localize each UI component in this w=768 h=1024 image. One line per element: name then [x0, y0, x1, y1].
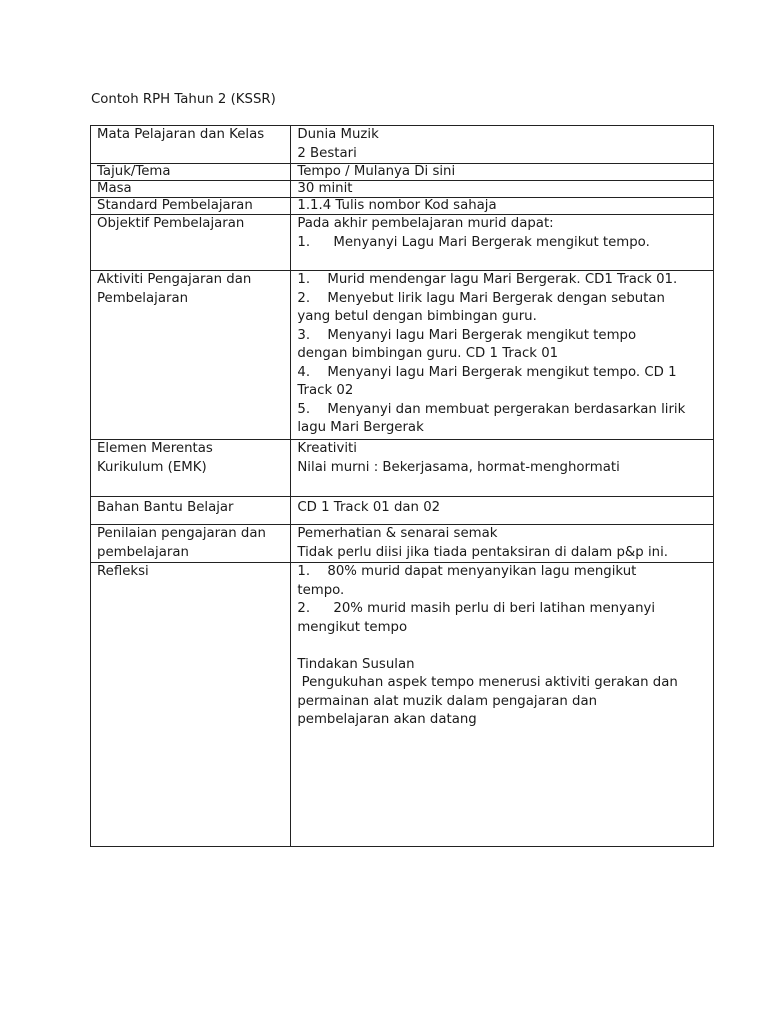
- item-number: 1.: [297, 564, 311, 579]
- item-text-continued: dengan bimbingan guru. CD 1 Track 01: [297, 346, 559, 361]
- value-text: Kreativiti: [297, 441, 357, 456]
- row-value: [291, 440, 714, 497]
- item-text-continued: yang betul dengan bimbingan guru.: [297, 309, 537, 324]
- table-row-aktiviti: [91, 271, 714, 440]
- value-text: 1.1.4 Tulis nombor Kod sahaja: [297, 198, 497, 213]
- spacer: [297, 637, 708, 656]
- item-text-continued: Track 02: [297, 383, 354, 398]
- row-value: [291, 271, 714, 440]
- label-text: Standard Pembelajaran: [97, 198, 253, 213]
- item-number: 5.: [297, 401, 311, 417]
- value-text: Tidak perlu diisi jika tiada pentaksiran di dalam p&p ini.: [297, 544, 668, 560]
- value-text: pembelajaran akan datang: [297, 712, 477, 727]
- list-item: [297, 563, 708, 582]
- item-text: 80% murid dapat menyanyikan lagu mengikut: [327, 564, 637, 579]
- item-number: 2.: [297, 290, 311, 306]
- item-text: Menyanyi lagu Mari Bergerak mengikut tempo: [327, 327, 637, 343]
- label-text: Aktiviti Pengajaran dan: [97, 272, 252, 287]
- label-text: Mata Pelajaran dan Kelas: [97, 127, 265, 142]
- table-row-objektif: [91, 215, 714, 271]
- value-text: CD 1 Track 01 dan 02: [297, 500, 441, 515]
- label-text: Tajuk/Tema: [97, 164, 171, 179]
- value-text: 30 minit: [297, 181, 353, 196]
- list-item: [297, 290, 708, 309]
- item-number: 1.: [297, 234, 311, 250]
- label-text: Objektif Pembelajaran: [97, 216, 245, 231]
- item-text: Menyanyi lagu Mari Bergerak mengikut tempo. CD 1: [327, 364, 677, 380]
- item-number: 4.: [297, 364, 311, 380]
- row-label: [91, 525, 291, 563]
- list-item: [297, 600, 708, 619]
- table-row-penilaian: [91, 525, 714, 563]
- row-value: [291, 497, 714, 525]
- list-item: [297, 364, 708, 383]
- list-item: [297, 401, 708, 420]
- item-text-continued: mengikut tempo: [297, 619, 408, 635]
- table-row-mata-pelajaran: [91, 126, 714, 164]
- row-label: [91, 215, 291, 271]
- row-label: [91, 126, 291, 164]
- row-label: [91, 198, 291, 215]
- row-label: [91, 497, 291, 525]
- value-text: permainan alat muzik dalam pengajaran dan: [297, 693, 598, 709]
- label-text: Pembelajaran: [97, 290, 189, 306]
- item-text-continued: tempo.: [297, 582, 345, 598]
- value-text: Pengukuhan aspek tempo menerusi aktiviti gerakan dan: [297, 675, 678, 690]
- row-value: [291, 164, 714, 181]
- row-value: [291, 525, 714, 563]
- row-value: [291, 126, 714, 164]
- section-heading: Tindakan Susulan: [297, 656, 415, 672]
- table-row-standard: [91, 198, 714, 215]
- value-text: Tempo / Mulanya Di sini: [297, 164, 456, 179]
- item-text: 20% murid masih perlu di beri latihan menyanyi: [333, 601, 656, 616]
- table-row-bahan: [91, 497, 714, 525]
- row-label: [91, 271, 291, 440]
- row-label: [91, 440, 291, 497]
- document-title: Contoh RPH Tahun 2 (KSSR): [91, 92, 276, 107]
- label-text: Penilaian pengajaran dan: [97, 526, 266, 541]
- table-row-tajuk: [91, 164, 714, 181]
- item-text: Menyanyi dan membuat pergerakan berdasarkan lirik: [327, 401, 686, 417]
- list-item: [297, 271, 708, 290]
- row-label: [91, 164, 291, 181]
- value-text: Dunia Muzik: [297, 127, 379, 142]
- item-text: Menyanyi Lagu Mari Bergerak mengikut tempo.: [333, 234, 650, 250]
- table-row-refleksi: [91, 563, 714, 847]
- list-item: [297, 327, 708, 346]
- row-label: [91, 181, 291, 198]
- rph-table: [90, 125, 714, 847]
- item-number: 1.: [297, 272, 311, 287]
- value-text: Pada akhir pembelajaran murid dapat:: [297, 216, 554, 231]
- item-number: 3.: [297, 327, 311, 343]
- value-text: Nilai murni : Bekerjasama, hormat-menghormati: [297, 459, 620, 475]
- label-text: Elemen Merentas: [97, 441, 213, 456]
- value-text: Pemerhatian & senarai semak: [297, 526, 498, 541]
- label-text: Bahan Bantu Belajar: [97, 500, 234, 515]
- list-item: [297, 234, 708, 253]
- row-value: [291, 215, 714, 271]
- row-value: [291, 181, 714, 198]
- row-label: [91, 563, 291, 847]
- value-text: 2 Bestari: [297, 145, 357, 161]
- label-text: Kurikulum (EMK): [97, 459, 207, 475]
- label-text: Refleksi: [97, 564, 149, 579]
- table-row-masa: [91, 181, 714, 198]
- item-number: 2.: [297, 601, 311, 616]
- label-text: pembelajaran: [97, 544, 189, 560]
- item-text: Menyebut lirik lagu Mari Bergerak dengan sebutan: [327, 290, 665, 306]
- row-value: [291, 563, 714, 847]
- item-text: Murid mendengar lagu Mari Bergerak. CD1 Track 01.: [327, 272, 678, 287]
- label-text: Masa: [97, 181, 132, 196]
- row-value: [291, 198, 714, 215]
- table-row-elemen: [91, 440, 714, 497]
- item-text-continued: lagu Mari Bergerak: [297, 420, 424, 435]
